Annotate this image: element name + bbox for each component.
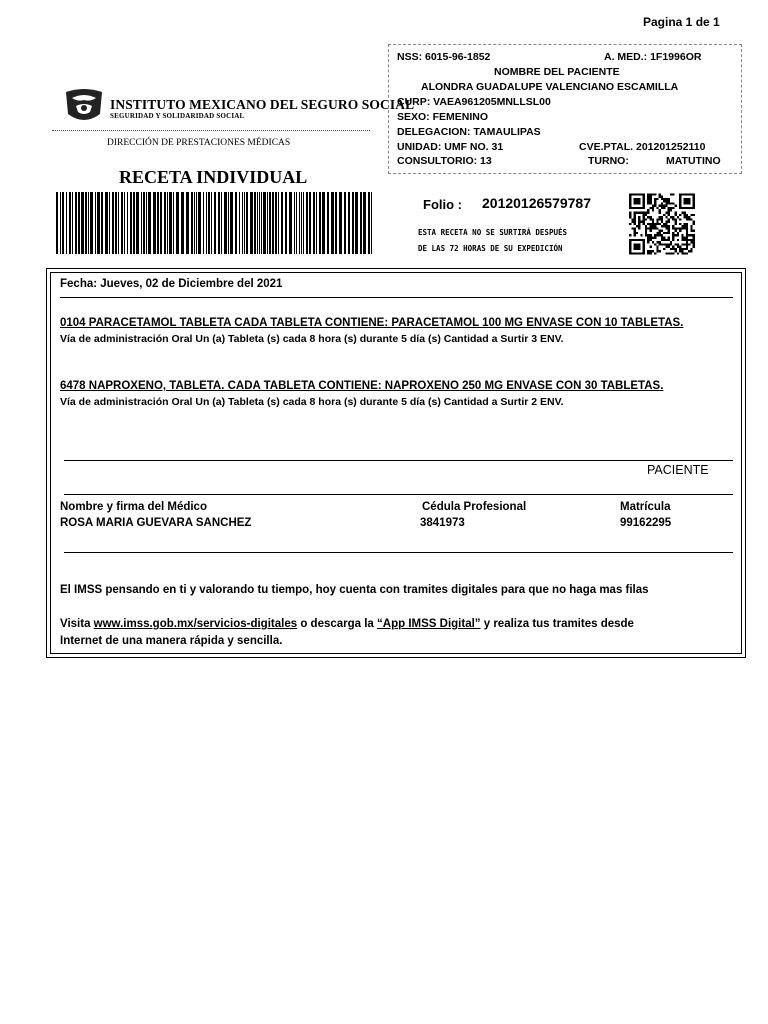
imss-services-link[interactable]: www.imss.gob.mx/servicios-digitales [93, 618, 298, 630]
validity-note-line1: ESTA RECETA NO SE SURTIRÁ DESPUÉS [418, 228, 568, 237]
patient-name-label: NOMBRE DEL PACIENTE [494, 66, 620, 78]
turno-label: TURNO: [588, 155, 629, 167]
consultorio: CONSULTORIO: 13 [397, 155, 492, 167]
sexo: SEXO: FEMENINO [397, 111, 489, 123]
cedula-label: Cédula Profesional [422, 501, 527, 513]
footer-message: El IMSS pensando en ti y valorando tu tiempo, hoy cuenta con tramites digitales para que no haga mas filas [60, 584, 649, 596]
patient-signature-line [64, 460, 733, 461]
medication-1-instructions: Vía de administración Oral Un (a) Tableta (s) cada 8 hora (s) durante 5 día (s) Cantidad a Surtir 3 ENV. [60, 333, 564, 345]
medication-2-title: 6478 NAPROXENO, TABLETA. CADA TABLETA CONTIENE: NAPROXENO 250 MG ENVASE CON 30 TABLETAS. [60, 380, 664, 392]
direction-label: DIRECCIÓN DE PRESTACIONES MÉDICAS [107, 138, 291, 148]
matricula-label: Matrícula [620, 501, 671, 513]
validity-note-line2: DE LAS 72 HORAS DE SU EXPEDICIÓN [418, 244, 563, 253]
patient-name: ALONDRA GUADALUPE VALENCIANO ESCAMILLA [421, 81, 679, 93]
medication-1-title: 0104 PARACETAMOL TABLETA CADA TABLETA CONTIENE: PARACETAMOL 100 MG ENVASE CON 10 TABLETAS. [60, 317, 684, 329]
document-title: RECETA INDIVIDUAL [119, 167, 308, 187]
visit-prefix: Visita [60, 618, 94, 630]
barcode-icon [56, 192, 372, 254]
app-imss-digital-link[interactable]: “App IMSS Digital” [377, 618, 481, 630]
a-med: A. MED.: 1F1996OR [604, 51, 702, 63]
org-subtitle: SEGURIDAD Y SOLIDARIDAD SOCIAL [110, 112, 245, 120]
doctor-name-label: Nombre y firma del Médico [60, 501, 207, 513]
matricula-value: 99162295 [620, 517, 672, 529]
footer-line3: Internet de una manera rápida y sencilla. [60, 635, 283, 647]
delegacion: DELEGACION: TAMAULIPAS [397, 126, 541, 138]
folio-value: 20120126579787 [482, 195, 592, 211]
footer-visit-line [60, 618, 634, 630]
prescription-date: Fecha: Jueves, 02 de Diciembre del 2021 [60, 278, 283, 290]
cve-ptal: CVE.PTAL. 201201252110 [579, 141, 706, 153]
header-divider [52, 130, 370, 131]
prescription-box [50, 272, 742, 654]
imss-eagle-logo [64, 88, 104, 124]
unidad: UNIDAD: UMF NO. 31 [397, 141, 504, 153]
qr-code-icon [629, 193, 695, 255]
turno: MATUTINO [666, 155, 721, 167]
footer-divider [64, 552, 733, 553]
nss: NSS: 6015-96-1852 [397, 51, 491, 63]
visit-suffix: y realiza tus tramites desde [480, 618, 634, 630]
folio-label: Folio : [423, 197, 462, 212]
doctor-section-divider [64, 494, 733, 495]
patient-signature-label: PACIENTE [647, 463, 709, 477]
curp: CURP: VAEA961205MNLLSL00 [397, 96, 551, 108]
date-divider [60, 297, 733, 298]
page-number: Pagina 1 de 1 [643, 15, 720, 29]
org-name: INSTITUTO MEXICANO DEL SEGURO SOCIAL [110, 97, 415, 112]
doctor-name: ROSA MARIA GUEVARA SANCHEZ [60, 517, 252, 529]
medication-2-instructions: Vía de administración Oral Un (a) Tableta (s) cada 8 hora (s) durante 5 día (s) Cantidad a Surtir 2 ENV. [60, 396, 564, 408]
cedula-value: 3841973 [420, 517, 465, 529]
visit-mid: o descarga la [297, 618, 378, 630]
